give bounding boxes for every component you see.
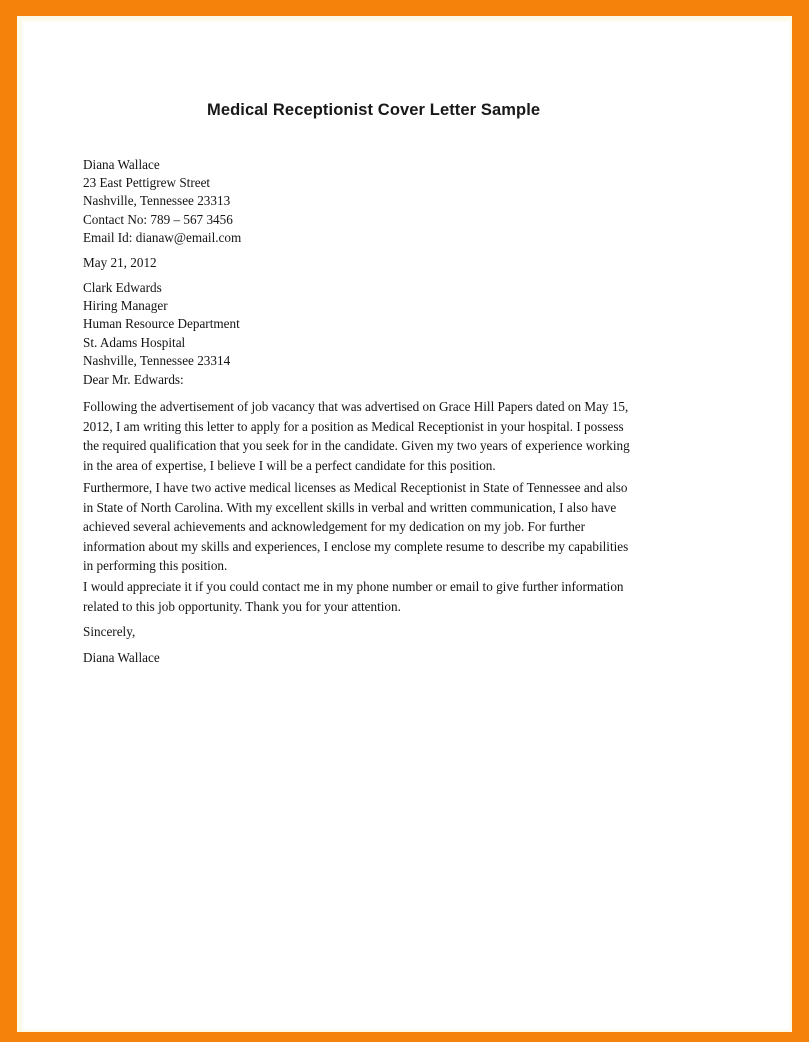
sender-street: 23 East Pettigrew Street: [83, 175, 211, 191]
paragraph-line: in performing this position.: [83, 558, 228, 574]
paragraph-line: 2012, I am writing this letter to apply for a position as Medical Receptionist in your hospital. I possess: [83, 418, 624, 434]
paragraph-line: related to this job opportunity. Thank you for your attention.: [83, 598, 401, 614]
page-title: Medical Receptionist Cover Letter Sample: [207, 101, 541, 119]
recipient-job-title: Hiring Manager: [83, 298, 168, 314]
body-paragraph-1: [83, 397, 731, 475]
sender-address-block: [83, 156, 731, 247]
paragraph-line: Furthermore, I have two active medical licenses as Medical Receptionist in State of Tennessee and also: [83, 480, 628, 495]
body-paragraph-2: [83, 478, 731, 576]
letter-date: [83, 254, 731, 272]
paragraph-line: achieved several achievements and acknowledgement for my dedication on my job. For further: [83, 519, 586, 535]
recipient-organization: St. Adams Hospital: [83, 334, 186, 350]
sender-email: Email Id: dianaw@email.com: [83, 229, 242, 245]
body-paragraph-3: [83, 577, 731, 616]
sender-name: Diana Wallace: [83, 157, 160, 172]
recipient-name: Clark Edwards: [83, 280, 162, 295]
paragraph-line: I would appreciate it if you could contact me in my phone number or email to give further information: [83, 579, 624, 594]
paragraph-line: Following the advertisement of job vacancy that was advertised on Grace Hill Papers dated on May 15,: [83, 399, 629, 414]
signature-text: Diana Wallace: [83, 650, 160, 665]
date-text: May 21, 2012: [83, 255, 157, 270]
paragraph-line: in State of North Carolina. With my excellent skills in verbal and written communication, I also have: [83, 499, 617, 515]
letter-page: [22, 21, 790, 1030]
paragraph-line: the required qualification that you seek for in the candidate. Given my two years of experience working: [83, 438, 630, 454]
recipient-address-block: [83, 279, 731, 370]
sender-contact-number: Contact No: 789 – 567 3456: [83, 211, 233, 227]
signature-name: [83, 649, 731, 667]
paragraph-line: information about my skills and experiences, I enclose my complete resume to describe my capabilities: [83, 538, 629, 554]
closing-line: [83, 623, 731, 641]
closing-text: Sincerely,: [83, 624, 136, 639]
sender-city-state-zip: Nashville, Tennessee 23313: [83, 193, 231, 209]
recipient-department: Human Resource Department: [83, 316, 240, 332]
salutation-text: Dear Mr. Edwards:: [83, 372, 184, 387]
paragraph-line: in the area of expertise, I believe I will be a perfect candidate for this position.: [83, 457, 496, 473]
recipient-city-state-zip: Nashville, Tennessee 23314: [83, 352, 231, 368]
salutation-line: [83, 371, 731, 389]
